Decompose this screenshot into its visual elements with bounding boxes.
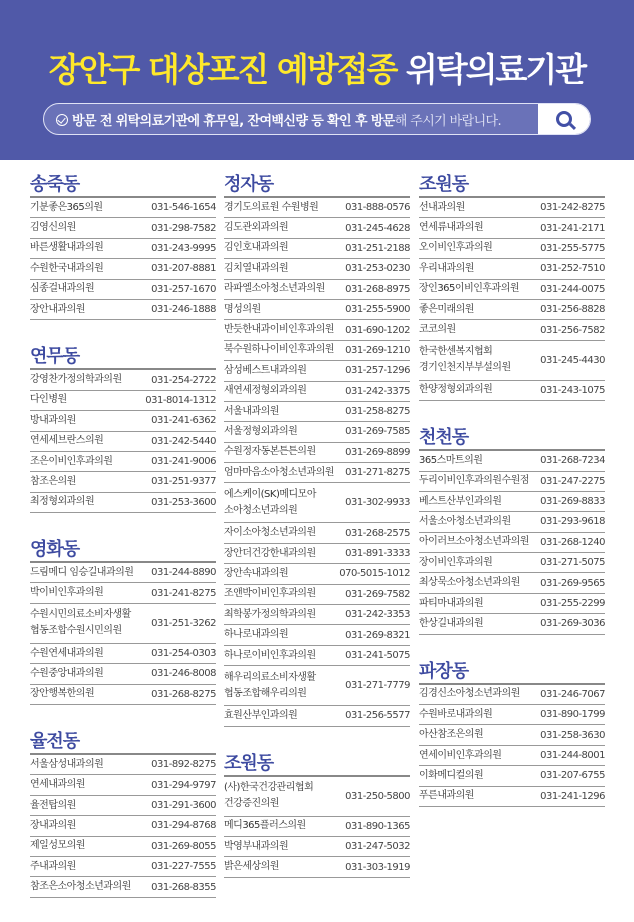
title-highlight: 장안구 대상포진 예방접종 bbox=[48, 50, 397, 89]
district-section bbox=[30, 344, 216, 513]
clinic-row bbox=[419, 381, 605, 401]
clinic-name: 박이비인후과의원 bbox=[30, 587, 104, 599]
clinic-row bbox=[30, 280, 216, 300]
clinic-name: 경기도의료원 수원병원 bbox=[224, 201, 319, 213]
clinic-phone: 031-298-7582 bbox=[151, 222, 216, 234]
district-section bbox=[30, 729, 216, 898]
clinic-row bbox=[419, 239, 605, 259]
clinic-name: 해우리의료소비자생활 협동조합해우리의원 bbox=[224, 671, 316, 699]
clinic-phone: 031-255-5775 bbox=[540, 242, 605, 254]
clinic-name: 조앤박이비인후과의원 bbox=[224, 588, 316, 600]
clinic-phone: 031-245-4628 bbox=[345, 222, 410, 234]
clinic-phone: 031-268-8355 bbox=[151, 881, 216, 893]
clinic-row bbox=[30, 816, 216, 836]
clinic-name: 베스트산부인과의원 bbox=[419, 495, 502, 507]
clinic-row bbox=[224, 198, 410, 218]
clinic-phone: 031-255-2299 bbox=[540, 598, 605, 610]
clinic-phone: 031-303-1919 bbox=[345, 861, 410, 873]
district-heading: 영화동 bbox=[30, 537, 216, 563]
clinic-phone: 031-890-1799 bbox=[540, 709, 605, 721]
clinic-phone: 031-241-5075 bbox=[345, 650, 410, 661]
clinic-name: 김경신소아청소년과의원 bbox=[419, 688, 520, 700]
clinic-name: 박영부내과의원 bbox=[224, 840, 289, 852]
column-3 bbox=[419, 172, 605, 831]
clinic-phone: 031-269-7582 bbox=[345, 588, 410, 600]
district-heading: 율전동 bbox=[30, 729, 216, 755]
clinic-phone: 031-241-8275 bbox=[151, 587, 216, 599]
clinic-row bbox=[419, 766, 605, 786]
clinic-phone: 031-291-3600 bbox=[151, 800, 216, 811]
clinic-row bbox=[419, 472, 605, 492]
district-heading: 조원동 bbox=[224, 751, 410, 777]
district-section bbox=[30, 537, 216, 705]
clinic-name: 수원중앙내과의원 bbox=[30, 667, 104, 679]
clinic-phone: 031-254-0303 bbox=[151, 648, 216, 660]
clinic-name: 제일성모의원 bbox=[30, 840, 85, 852]
clinic-phone: 031-254-2722 bbox=[151, 374, 216, 386]
clinic-name: 서울삼성내과의원 bbox=[30, 758, 104, 770]
clinic-name: 최정형외과의원 bbox=[30, 496, 95, 508]
clinic-row bbox=[419, 553, 605, 573]
clinic-row bbox=[224, 259, 410, 279]
clinic-phone: 031-246-1888 bbox=[151, 304, 216, 316]
district-heading: 송죽동 bbox=[30, 172, 216, 198]
clinic-row bbox=[419, 492, 605, 512]
clinic-phone: 031-891-3333 bbox=[345, 548, 410, 560]
clinic-name: 푸른내과의원 bbox=[419, 790, 474, 802]
clinic-phone: 031-268-2575 bbox=[345, 527, 410, 539]
clinic-phone: 031-256-5577 bbox=[345, 710, 410, 722]
column-1 bbox=[30, 172, 216, 922]
clinic-name: 북수원하나이비인후과의원 bbox=[224, 344, 334, 356]
district-section bbox=[419, 659, 605, 807]
clinic-phone: 031-269-9565 bbox=[540, 577, 605, 589]
clinic-phone: 031-256-7582 bbox=[540, 324, 605, 336]
clinic-row bbox=[419, 573, 605, 593]
clinic-row bbox=[30, 664, 216, 684]
clinic-phone: 031-268-8275 bbox=[151, 688, 216, 700]
clinic-name: 에스케이(SK)메디모아 소아청소년과의원 bbox=[224, 488, 316, 516]
clinic-row bbox=[224, 483, 410, 523]
district-heading: 정자동 bbox=[224, 172, 410, 198]
clinic-name: 오이비인후과의원 bbox=[419, 242, 493, 254]
clinic-row bbox=[30, 604, 216, 644]
clinic-name: 수원연세내과의원 bbox=[30, 647, 104, 659]
clinic-phone: 031-242-3353 bbox=[345, 609, 410, 621]
clinic-name: 참조은소아청소년과의원 bbox=[30, 881, 131, 893]
clinic-row bbox=[419, 705, 605, 725]
column-2 bbox=[224, 172, 410, 902]
search-icon bbox=[556, 111, 572, 127]
district-section bbox=[224, 751, 410, 878]
clinic-row bbox=[30, 300, 216, 320]
clinic-row bbox=[30, 370, 216, 390]
clinic-name: 김치열내과의원 bbox=[224, 262, 289, 274]
clinic-name: 드림메디 임승길내과의원 bbox=[30, 566, 134, 578]
clinic-row bbox=[224, 320, 410, 340]
clinic-name: 파티마내과의원 bbox=[419, 597, 484, 609]
clinic-row bbox=[419, 746, 605, 766]
clinic-phone: 031-246-8008 bbox=[151, 668, 216, 680]
clinic-phone: 031-268-1240 bbox=[540, 536, 605, 548]
clinic-row bbox=[30, 583, 216, 603]
clinic-phone: 031-207-6755 bbox=[540, 770, 605, 782]
clinic-row bbox=[30, 432, 216, 452]
clinic-phone: 031-241-1296 bbox=[540, 790, 605, 802]
clinic-name: 밝은세상의원 bbox=[224, 861, 279, 873]
clinic-phone: 031-271-7779 bbox=[345, 680, 410, 692]
clinic-name: 기분좋은365의원 bbox=[30, 201, 103, 213]
district-heading: 천천동 bbox=[419, 425, 605, 451]
clinic-name: 엄마마음소아청소년과의원 bbox=[224, 466, 334, 478]
clinic-phone: 031-293-9618 bbox=[540, 516, 605, 528]
clinic-name: 라파엘소아청소년과의원 bbox=[224, 283, 325, 295]
clinic-phone: 031-251-2188 bbox=[345, 242, 410, 254]
clinic-phone: 031-271-8275 bbox=[345, 467, 410, 479]
clinic-phone: 031-256-8828 bbox=[540, 304, 605, 316]
clinic-phone: 031-892-8275 bbox=[151, 759, 216, 771]
clinic-name: 연세내과의원 bbox=[30, 779, 85, 791]
clinic-phone: 031-690-1202 bbox=[345, 324, 410, 336]
clinic-phone: 031-247-2275 bbox=[540, 475, 605, 487]
clinic-name: 좋은미래의원 bbox=[419, 303, 474, 315]
clinic-name: 365스마트의원 bbox=[419, 454, 483, 466]
clinic-name: 서울정형외과의원 bbox=[224, 425, 298, 437]
clinic-name: 심종걸내과의원 bbox=[30, 283, 95, 295]
clinic-name: 아산참조은의원 bbox=[419, 729, 484, 741]
clinic-row bbox=[30, 239, 216, 259]
clinic-phone: 031-242-5440 bbox=[151, 435, 216, 447]
clinic-row bbox=[30, 796, 216, 816]
notice-text bbox=[44, 110, 538, 129]
clinic-phone: 031-244-8001 bbox=[540, 750, 605, 761]
clinic-phone: 031-251-3262 bbox=[151, 617, 216, 629]
clinic-row bbox=[419, 614, 605, 634]
clinic-name: 서울내과의원 bbox=[224, 405, 279, 417]
clinic-row bbox=[30, 877, 216, 897]
clinic-row bbox=[224, 564, 410, 584]
clinic-phone: 031-269-3036 bbox=[540, 618, 605, 630]
clinic-phone: 031-268-7234 bbox=[540, 455, 605, 467]
clinic-name: 연세류내과의원 bbox=[419, 222, 484, 234]
clinic-phone: 031-246-7067 bbox=[540, 688, 605, 700]
clinic-name: 한국한센복지협회 경기인천지부부설의원 bbox=[419, 346, 511, 374]
clinic-name: 명성의원 bbox=[224, 303, 261, 315]
clinic-name: 한양정형외과의원 bbox=[419, 384, 493, 396]
clinic-name: 주내과의원 bbox=[30, 860, 76, 872]
clinic-phone: 031-252-7510 bbox=[540, 263, 605, 275]
clinic-phone: 031-269-8321 bbox=[345, 629, 410, 641]
clinic-name: 연세이비인후과의원 bbox=[419, 749, 502, 761]
clinic-name: 이화메디컬의원 bbox=[419, 769, 484, 781]
clinic-name: (사)한국건강관리협회 건강증진의원 bbox=[224, 782, 314, 810]
clinic-phone: 031-271-5075 bbox=[540, 557, 605, 569]
clinic-row bbox=[224, 605, 410, 625]
clinic-row bbox=[30, 755, 216, 775]
clinic-phone: 031-227-7555 bbox=[151, 861, 216, 873]
clinic-phone: 031-245-4430 bbox=[540, 354, 605, 366]
clinic-name: 하나로이비인후과의원 bbox=[224, 649, 316, 661]
clinic-row bbox=[224, 422, 410, 442]
clinic-row bbox=[224, 706, 410, 726]
clinic-name: 수원바로내과의원 bbox=[419, 708, 493, 720]
clinic-name: 최상묵소아청소년과의원 bbox=[419, 577, 520, 589]
page-title bbox=[0, 44, 634, 91]
clinic-name: 삼성베스트내과의원 bbox=[224, 364, 307, 376]
clinic-phone: 031-243-9995 bbox=[151, 242, 216, 254]
clinic-row bbox=[419, 451, 605, 471]
clinic-name: 선내과의원 bbox=[419, 201, 465, 213]
clinic-phone: 031-242-8275 bbox=[540, 202, 605, 214]
clinic-phone: 031-247-5032 bbox=[345, 841, 410, 853]
clinic-phone: 031-241-9006 bbox=[151, 456, 216, 468]
clinic-phone: 031-269-7585 bbox=[345, 426, 410, 438]
clinic-row bbox=[419, 594, 605, 614]
clinic-name: 장이비인후과의원 bbox=[419, 556, 493, 568]
clinic-row bbox=[224, 218, 410, 238]
clinic-phone: 031-242-3375 bbox=[345, 385, 410, 397]
district-section bbox=[224, 172, 410, 727]
clinic-phone: 031-269-8055 bbox=[151, 840, 216, 852]
clinic-name: 코코의원 bbox=[419, 324, 456, 336]
clinic-phone: 031-244-0075 bbox=[540, 283, 605, 295]
clinic-name: 다인병원 bbox=[30, 394, 67, 406]
district-heading: 파장동 bbox=[419, 659, 605, 685]
clinic-phone: 031-546-1654 bbox=[151, 202, 216, 214]
clinic-row bbox=[419, 787, 605, 807]
clinic-name: 메디365플러스의원 bbox=[224, 820, 306, 832]
clinic-name: 율전탑의원 bbox=[30, 799, 76, 811]
clinic-phone: 031-294-8768 bbox=[151, 820, 216, 832]
clinic-row bbox=[30, 775, 216, 795]
clinic-row bbox=[224, 300, 410, 320]
clinic-phone: 031-294-9797 bbox=[151, 779, 216, 791]
clinic-phone: 031-207-8881 bbox=[151, 263, 216, 275]
clinic-row bbox=[224, 341, 410, 361]
clinic-row bbox=[224, 239, 410, 259]
clinic-phone: 031-268-8975 bbox=[345, 283, 410, 295]
clinic-name: 수원정자동본튼튼의원 bbox=[224, 446, 316, 458]
clinic-row bbox=[30, 837, 216, 857]
clinic-phone: 031-250-5800 bbox=[345, 790, 410, 802]
clinic-row bbox=[30, 198, 216, 218]
clinic-name: 하나로내과의원 bbox=[224, 629, 289, 641]
clinic-name: 수원한국내과의원 bbox=[30, 262, 104, 274]
clinic-name: 강영찬가정의학과의원 bbox=[30, 374, 122, 386]
clinic-name: 아이러브소아청소년과의원 bbox=[419, 536, 529, 548]
clinic-row bbox=[30, 493, 216, 513]
clinic-phone: 031-257-1296 bbox=[345, 365, 410, 377]
clinic-name: 수원시민의료소비자생활 협동조합수원시민의원 bbox=[30, 609, 131, 637]
title-rest: 위탁의료기관 bbox=[405, 50, 586, 89]
district-section bbox=[30, 172, 216, 320]
clinic-row bbox=[224, 817, 410, 837]
clinic-row bbox=[224, 463, 410, 483]
clinic-name: 연세세브란스의원 bbox=[30, 435, 104, 447]
clinic-row bbox=[419, 198, 605, 218]
clinic-phone: 031-8014-1312 bbox=[145, 394, 216, 406]
clinic-name: 장인365이비인후과의원 bbox=[419, 283, 520, 295]
clinic-row bbox=[419, 725, 605, 745]
clinic-row bbox=[419, 341, 605, 381]
clinic-row bbox=[224, 666, 410, 706]
clinic-phone: 031-257-1670 bbox=[151, 283, 216, 295]
clinic-row bbox=[224, 837, 410, 857]
search-button[interactable] bbox=[538, 104, 590, 134]
notice-light: 해 주시기 바랍니다. bbox=[394, 113, 502, 129]
clinic-phone: 031-269-1210 bbox=[345, 344, 410, 356]
clinic-phone: 031-258-3630 bbox=[540, 729, 605, 741]
clinic-row bbox=[224, 280, 410, 300]
clinic-row bbox=[30, 218, 216, 238]
clinic-name: 김인호내과의원 bbox=[224, 242, 289, 254]
clinic-phone: 031-890-1365 bbox=[345, 820, 410, 832]
clinic-name: 김영신의원 bbox=[30, 222, 76, 234]
clinic-row bbox=[224, 625, 410, 645]
clinic-phone: 031-241-6362 bbox=[151, 415, 216, 427]
clinic-phone: 031-253-3600 bbox=[151, 496, 216, 508]
clinic-phone: 031-241-2171 bbox=[540, 222, 605, 234]
clinic-name: 효원산부인과의원 bbox=[224, 709, 298, 721]
clinic-phone: 031-269-8833 bbox=[540, 496, 605, 508]
clinic-row bbox=[224, 523, 410, 543]
clinic-phone: 031-302-9933 bbox=[345, 497, 410, 509]
clinic-row bbox=[30, 685, 216, 705]
clinic-row bbox=[419, 259, 605, 279]
clinic-row bbox=[224, 857, 410, 877]
clinic-row bbox=[30, 411, 216, 431]
clinic-row bbox=[30, 391, 216, 411]
clinic-row bbox=[419, 685, 605, 705]
clinic-name: 반듯한내과이비인후과의원 bbox=[224, 324, 334, 336]
clinic-name: 바른생활내과의원 bbox=[30, 242, 104, 254]
clinic-row bbox=[224, 402, 410, 422]
clinic-row bbox=[224, 777, 410, 817]
district-section bbox=[419, 425, 605, 635]
clinic-phone: 031-888-0576 bbox=[345, 202, 410, 214]
clinic-row bbox=[224, 361, 410, 381]
clinic-row bbox=[30, 857, 216, 877]
clinic-name: 장안속내과의원 bbox=[224, 567, 289, 579]
header-banner bbox=[0, 0, 634, 160]
clinic-name: 두리이비인후과의원수원점 bbox=[419, 475, 529, 487]
clinic-row bbox=[30, 452, 216, 472]
clinic-name: 한상길내과의원 bbox=[419, 617, 484, 629]
clinic-name: 장안내과의원 bbox=[30, 303, 85, 315]
clinic-row bbox=[30, 644, 216, 664]
clinic-row bbox=[224, 646, 410, 666]
clinic-name: 장안더건강한내과의원 bbox=[224, 547, 316, 559]
clinic-name: 김도관외과의원 bbox=[224, 222, 289, 234]
clinic-row bbox=[419, 300, 605, 320]
clinic-name: 조은이비인후과의원 bbox=[30, 455, 113, 467]
clinic-name: 장내과의원 bbox=[30, 819, 76, 831]
clinic-name: 장안행복한의원 bbox=[30, 688, 95, 700]
check-circle-icon bbox=[56, 114, 68, 126]
clinic-phone: 031-258-8275 bbox=[345, 406, 410, 418]
clinic-phone: 031-255-5900 bbox=[345, 304, 410, 316]
clinic-name: 새연세정형외과의원 bbox=[224, 385, 307, 397]
clinic-phone: 070-5015-1012 bbox=[339, 568, 410, 580]
clinic-name: 우리내과의원 bbox=[419, 262, 474, 274]
clinic-row bbox=[30, 472, 216, 492]
clinic-row bbox=[419, 218, 605, 238]
clinic-name: 자이소아청소년과의원 bbox=[224, 527, 316, 539]
clinic-row bbox=[224, 382, 410, 402]
clinic-name: 방내과의원 bbox=[30, 414, 76, 426]
clinic-row bbox=[419, 320, 605, 340]
clinic-row bbox=[419, 280, 605, 300]
clinic-row bbox=[224, 443, 410, 463]
district-heading: 연무동 bbox=[30, 344, 216, 370]
clinic-phone: 031-251-9377 bbox=[151, 476, 216, 488]
notice-search-bar bbox=[43, 103, 591, 135]
clinic-name: 참조은의원 bbox=[30, 475, 76, 487]
clinic-phone: 031-243-1075 bbox=[540, 384, 605, 396]
district-heading: 조원동 bbox=[419, 172, 605, 198]
clinic-phone: 031-269-8899 bbox=[345, 446, 410, 458]
district-section bbox=[419, 172, 605, 401]
clinic-name: 최학봉가정의학과의원 bbox=[224, 608, 316, 620]
clinic-name: 서울소아청소년과의원 bbox=[419, 515, 511, 527]
clinic-row bbox=[30, 563, 216, 583]
clinic-row bbox=[419, 512, 605, 532]
clinic-phone: 031-244-8890 bbox=[151, 567, 216, 579]
clinic-row bbox=[30, 259, 216, 279]
clinic-row bbox=[419, 533, 605, 553]
clinic-row bbox=[224, 585, 410, 605]
clinic-row bbox=[224, 544, 410, 564]
clinic-phone: 031-253-0230 bbox=[345, 263, 410, 275]
notice-bold: 방문 전 위탁의료기관에 휴무일, 잔여백신량 등 확인 후 방문 bbox=[72, 113, 395, 129]
